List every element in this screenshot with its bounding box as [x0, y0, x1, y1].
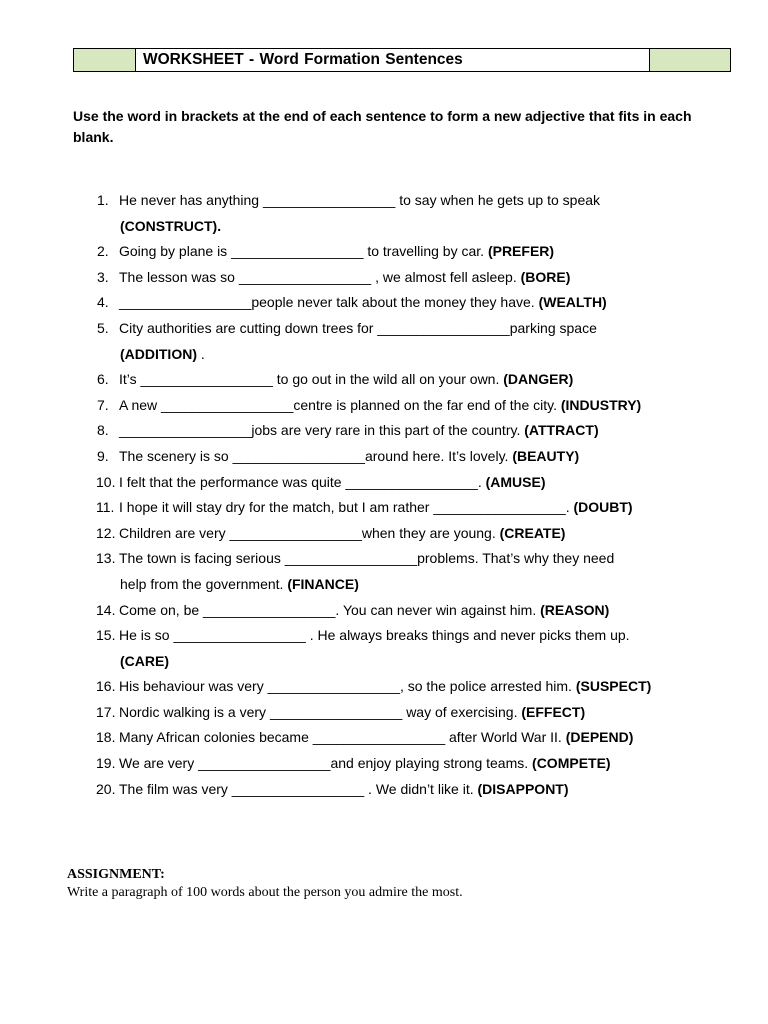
item-number: 14. [96, 601, 116, 618]
exercise-item [0, 751, 768, 777]
item-number: 16. [96, 678, 116, 695]
base-word-hint: (AMUSE) [485, 473, 546, 490]
sentence-line [119, 239, 768, 265]
base-word-hint: (INDUSTRY) [560, 396, 642, 413]
sentence-line [120, 649, 768, 675]
exercise-item [0, 290, 768, 316]
title-right-cell [650, 49, 730, 71]
sentence-text: _________________people never talk about the money they have. [119, 294, 539, 311]
item-number: 8. [97, 422, 109, 439]
base-word-hint: (BORE) [520, 268, 571, 285]
base-word-hint: (DOUBT) [573, 499, 633, 516]
worksheet-title-table [73, 48, 731, 72]
sentence-text: Nordic walking is a very _________________ way of exercising. [119, 703, 522, 720]
base-word-hint: (BEAUTY) [512, 447, 580, 464]
item-number: 10. [96, 473, 116, 490]
sentence-line [120, 572, 768, 598]
exercise-item [0, 393, 768, 419]
sentence-line [119, 495, 768, 521]
base-word-hint: (DISAPPONT) [477, 780, 569, 797]
sentence-line [119, 265, 768, 291]
base-word-hint: (CARE) [120, 652, 169, 669]
item-number: 3. [97, 268, 109, 285]
item-number: 9. [97, 447, 109, 464]
sentence-text: I hope it will stay dry for the match, but I am rather _________________. [119, 499, 574, 516]
base-word-hint: (COMPETE) [532, 755, 611, 772]
exercise-item [0, 546, 768, 597]
sentence-line [119, 623, 768, 649]
exercise-item [0, 598, 768, 624]
item-number: 20. [96, 780, 116, 797]
exercise-item [0, 470, 768, 496]
worksheet-title: WORKSHEET - Word Formation Sentences [136, 49, 650, 71]
sentence-line [119, 418, 768, 444]
exercise-item [0, 418, 768, 444]
item-number: 4. [97, 294, 109, 311]
sentence-line [119, 393, 768, 419]
base-word-hint: (ATTRACT) [524, 422, 599, 439]
sentence-text: help from the government. [120, 575, 288, 592]
instructions: Use the word in brackets at the end of each sentence to form a new adjective that fits in each blank. [73, 108, 692, 145]
sentence-text: His behaviour was very _________________, so the police arrested him. [119, 678, 576, 695]
sentence-line [120, 342, 768, 368]
base-word-hint: (FINANCE) [287, 575, 359, 592]
base-word-hint: (DANGER) [503, 371, 574, 388]
trailing-punctuation: . [197, 345, 205, 362]
base-word-hint: (DEPEND) [565, 729, 634, 746]
sentence-text: Many African colonies became _________________ after World War II. [119, 729, 566, 746]
sentence-text: We are very _________________and enjoy playing strong teams. [119, 755, 533, 772]
item-number: 12. [96, 524, 116, 541]
sentence-line [119, 521, 768, 547]
item-number: 7. [97, 396, 109, 413]
title-left-cell [74, 49, 136, 71]
item-number: 11. [96, 499, 115, 516]
base-word-hint: (WEALTH) [538, 294, 607, 311]
exercise-item [0, 700, 768, 726]
item-number: 19. [96, 755, 116, 772]
exercise-item [0, 521, 768, 547]
item-number: 15. [96, 627, 116, 644]
exercise-item [0, 239, 768, 265]
exercise-item [0, 725, 768, 751]
item-number: 5. [97, 319, 109, 336]
base-word-hint: (CREATE) [499, 524, 566, 541]
item-number: 2. [97, 243, 109, 260]
exercise-item [0, 495, 768, 521]
sentence-text: I felt that the performance was quite _________________. [119, 473, 486, 490]
exercise-list [0, 188, 768, 802]
base-word-hint: (CONSTRUCT). [120, 217, 222, 234]
sentence-text: He never has anything _________________ to say when he gets up to speak [119, 192, 601, 208]
sentence-text: Come on, be _________________. You can never win against him. [119, 601, 541, 618]
exercise-item [0, 444, 768, 470]
sentence-line [119, 546, 768, 572]
exercise-item [0, 623, 768, 674]
sentence-line [120, 214, 768, 240]
sentence-text: Going by plane is _________________ to travelling by car. [119, 243, 488, 260]
exercise-item [0, 188, 768, 239]
sentence-text: He is so _________________ . He always breaks things and never picks them up. [119, 627, 630, 644]
item-number: 18. [96, 729, 116, 746]
sentence-line [119, 367, 768, 393]
sentence-line [119, 290, 768, 316]
item-number: 6. [97, 371, 109, 388]
base-word-hint: (EFFECT) [521, 703, 586, 720]
base-word-hint: (REASON) [540, 601, 610, 618]
assignment-text: Write a paragraph of 100 words about the person you admire the most. [67, 885, 463, 900]
assignment-heading: ASSIGNMENT: [67, 867, 165, 882]
sentence-line [119, 674, 768, 700]
exercise-item [0, 265, 768, 291]
sentence-text: _________________jobs are very rare in this part of the country. [119, 422, 525, 439]
sentence-line [119, 316, 768, 342]
sentence-line [119, 777, 768, 803]
sentence-line [119, 470, 768, 496]
base-word-hint: (ADDITION) [120, 345, 197, 362]
item-number: 13. [96, 550, 116, 567]
sentence-text: The film was very _________________ . We didn’t like it. [119, 780, 478, 797]
assignment-section [67, 866, 707, 902]
exercise-item [0, 777, 768, 803]
exercise-item [0, 674, 768, 700]
sentence-text: A new _________________centre is planned on the far end of the city. [119, 396, 561, 413]
base-word-hint: (SUSPECT) [575, 678, 652, 695]
sentence-line [119, 188, 768, 214]
sentence-line [119, 444, 768, 470]
exercise-item [0, 367, 768, 393]
sentence-text: Children are very _________________when they are young. [119, 524, 500, 541]
sentence-text: The lesson was so _________________ , we almost fell asleep. [119, 268, 521, 285]
item-number: 17. [96, 703, 116, 720]
sentence-line [119, 751, 768, 777]
sentence-text: City authorities are cutting down trees for _________________parking space [119, 319, 597, 336]
sentence-text: The scenery is so _________________around here. It’s lovely. [119, 447, 513, 464]
sentence-line [119, 700, 768, 726]
sentence-text: The town is facing serious _________________problems. That’s why they need [119, 550, 615, 567]
sentence-text: It’s _________________ to go out in the wild all on your own. [119, 371, 504, 388]
item-number: 1. [97, 192, 109, 208]
sentence-line [119, 598, 768, 624]
base-word-hint: (PREFER) [487, 243, 555, 260]
exercise-item [0, 316, 768, 367]
sentence-line [119, 725, 768, 751]
